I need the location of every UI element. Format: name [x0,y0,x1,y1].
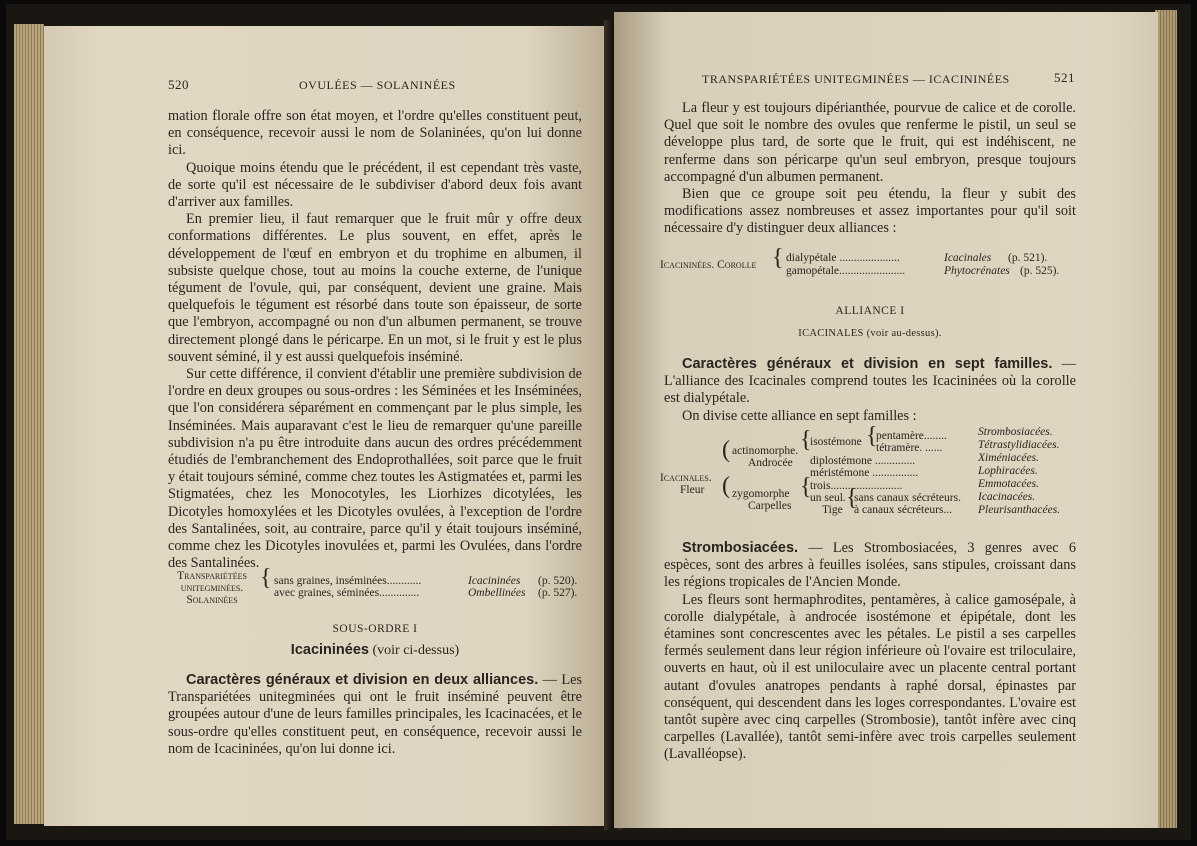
brace: { [800,427,812,453]
brace: ( [722,473,730,499]
table-row-page: (p. 525). [1020,265,1060,277]
alliance-subheading: ICACINALES (voir au-dessus). [798,328,942,339]
left-running-header: OVULÉES — SOLANINÉES [299,78,456,92]
table-node: actinomorphe. [732,445,799,457]
table-head: Icacininées. Corolle [660,259,757,271]
table-node: diplostémone .............. [810,455,916,467]
section-title [168,642,582,659]
paragraph [664,356,1076,408]
brace: { [846,485,858,511]
paragraph: Quoique moins étendu que le précédent, il est cependant très vaste, de sorte qu'il est nécessaire de le subdiviser d'abord deux fois avant d'arriver aux familles. [168,159,582,211]
alliance-heading: ALLIANCE I [835,305,905,317]
right-page [614,12,1158,828]
paragraph: Bien que ce groupe soit peu étendu, la fleur y subit des modifications assez nombreuses et assez importantes pour qu'il soit nécessaire d'y distinguer deux alliances : [664,186,1076,237]
table-node: Tige [822,504,843,516]
table-root: Icacinales. [660,472,712,484]
table-row-name: Icacininées [468,575,521,587]
brace: { [772,245,784,271]
left-body-text-2 [168,672,582,758]
table-row-label: sans graines, inséminées............ [274,575,422,587]
right-body-text-2 [664,356,1076,425]
table-node: méristémone ................ [810,467,919,479]
left-page [44,26,612,826]
paragraph [664,540,1076,592]
paragraph-body: — Les Transpariétées unitegminées qui ont le fruit inséminé peuvent être groupées autour d'une de leurs familles principales, les Icacinacées, et le sous-ordre qu'elles constituent peut, en conséquence, recevoir aussi le nom de Icacininées, qu'on lui donne ici. [168,672,582,757]
table-row-page: (p. 521). [1008,252,1048,264]
family-name: Tétrastylidiacées. [978,439,1060,451]
right-body-text [664,100,1076,238]
paragraph: On divise cette alliance en sept familles : [682,407,917,424]
left-page-number: 520 [168,77,189,92]
table-row-label: gamopétale....................... [786,265,906,277]
table-node: tétramère. ...... [876,442,943,454]
section-title-name: Icacininées [290,642,369,658]
family-name: Lophiracées. [978,465,1038,477]
table-row-page: (p. 527). [538,587,578,599]
table-head: unitegminées. [180,582,244,594]
table-row-name: Icacinales [944,252,992,264]
paragraph-body: — Les Strombosiacées, 3 genres avec 6 espèces, sont des arbres à feuilles isolées, sans stipules, croissant dans les régions tropicales de l'Ancien Monde. [664,540,1076,591]
section-title-note: (voir ci-dessus) [372,643,460,658]
paragraph: La fleur y est toujours dipérianthée, pourvue de calice et de corolle. Quel que soit le nombre des ovules que renferme le pistil, un seul se développe plus tard, de sorte que le fruit, qui est indéhiscent, ne renferme dans son péricarpe qu'un seul embryon, presque toujours accompagné d'un albumen permanent. [664,100,1076,185]
table-root: Fleur [680,484,705,496]
paragraph-lead: Strombosiacées. [682,540,799,556]
table-row-name: Ombellinées [468,587,526,599]
right-body-text-3 [664,540,1076,764]
paragraph-lead: Caractères généraux et division en sept familles. [682,356,1053,372]
paragraph [168,672,582,758]
table-node: isostémone [810,436,862,448]
family-name: Icacinacées. [978,491,1036,503]
paragraph-body: — L'alliance des Icacinales comprend toutes les Icacininées où la corolle est dialypétale. [664,356,1077,407]
table-node: zygomorphe [732,488,790,500]
sous-ordre-heading: SOUS-ORDRE I [332,623,418,635]
paragraph: Sur cette différence, il convient d'établir une première subdivision de l'ordre en deux groupes ou sous-ordres : les Séminées et les Inséminées, que l'on considérera séparément en commençant par le plus simple, les Inséminées. Mais auparavant c'est le lieu de remarquer qu'une pareille subdivision n'a pu être introduite dans aucun des ordres précédemment étudiés de l'embranchement des Endoprothallées, soit parce que le fruit y était toujours séminé, comme chez toutes les Astigmatées et, parmi les Stigmatées, chez les Monocotyles, les Liorhizes dicotylées, les Dicotyles homoxylées et les Dicotyles ovulées, à l'exception de l'ordre des Santalinées, soit, au contraire, parce qu'il y était toujours inséminé, comme chez les Dicotyles inovulées et, parmi les Ovulées, dans l'ordre des Santalinées. [168,366,582,572]
table-head: Transpariétées [177,570,247,582]
table-node: sans canaux sécréteurs. [854,492,961,504]
family-name: Ximéniacées. [978,452,1039,464]
paragraph: En premier lieu, il faut remarquer que le fruit mûr y offre deux conformations différentes. Le plus souvent, en effet, après le développement de l'œuf en embryon et du trophime en albumen, il subsiste quelque chose, tout au moins la couche externe, de l'unique tégument de l'ovule, qui, par conséquent, devient une graine. Mais quelquefois le tégument est résorbé dans toute son épaisseur, de sorte que l'embryon, accompagné ou non d'un albumen permanent, se trouve directement plongé dans le péricarpe. En un mot, si le fruit y est le plus souvent séminé, il y est aussi quelquefois inséminé. [168,211,582,365]
table-head: Solaninées [186,594,238,606]
brace: { [866,423,878,449]
table-node: Carpelles [748,500,792,512]
left-page-edges [14,24,44,824]
right-page-number: 521 [1054,70,1075,85]
table-node: trois......................... [810,480,903,492]
table-node: un seul. [810,492,846,504]
table-node: Androcée [748,457,793,469]
table-node: pentamère........ [876,430,947,442]
family-name: Pleurisanthacées. [978,504,1061,516]
table-row-label: dialypétale ..................... [786,252,900,264]
table-node: à canaux sécréteurs... [854,504,953,516]
table-row-page: (p. 520). [538,575,578,587]
brace: { [260,565,272,591]
table-row-label: avec graines, séminées.............. [274,587,420,599]
family-name: Emmotacées. [978,478,1039,490]
paragraph: mation florale offre son état moyen, et l'ordre qu'elles constituent peut, en conséquence, recevoir aussi le nom de Solaninées, qu'on lui donne ici. [168,108,582,159]
paragraph: Les fleurs sont hermaphrodites, pentamères, à calice gamosépale, à corolle dialypétale, à androcée isostémone et épipétale, dont les étamines sont concrescentes avec les pétales. Le pistil a ses carpelles fermés seulement dans leur région inférieure où l'ovaire est triloculaire, ouverts en haut, où il est uniloculaire avec un placente central portant autant d'ovules anatropes pendants à raphé dorsal, épinastes par conséquent, qui descendent dans les loges correspondantes. L'ovaire est tantôt supère avec cinq carpelles (Strombosie), tantôt infère avec cinq carpelles (Lavallée), tantôt semi-infère avec trois carpelles seulement (Lavalléopse). [664,591,1076,763]
family-name: Strombosiacées. [978,426,1053,438]
right-page-edges [1155,10,1177,828]
paragraph-lead: Caractères généraux et division en deux alliances. [186,672,539,688]
right-running-header: TRANSPARIÉTÉES UNITEGMINÉES — ICACININÉES [702,72,1010,86]
brace: ( [722,437,730,463]
left-body-text [168,108,582,572]
brace: { [800,474,812,500]
table-row-name: Phytocrénates [944,265,1010,277]
